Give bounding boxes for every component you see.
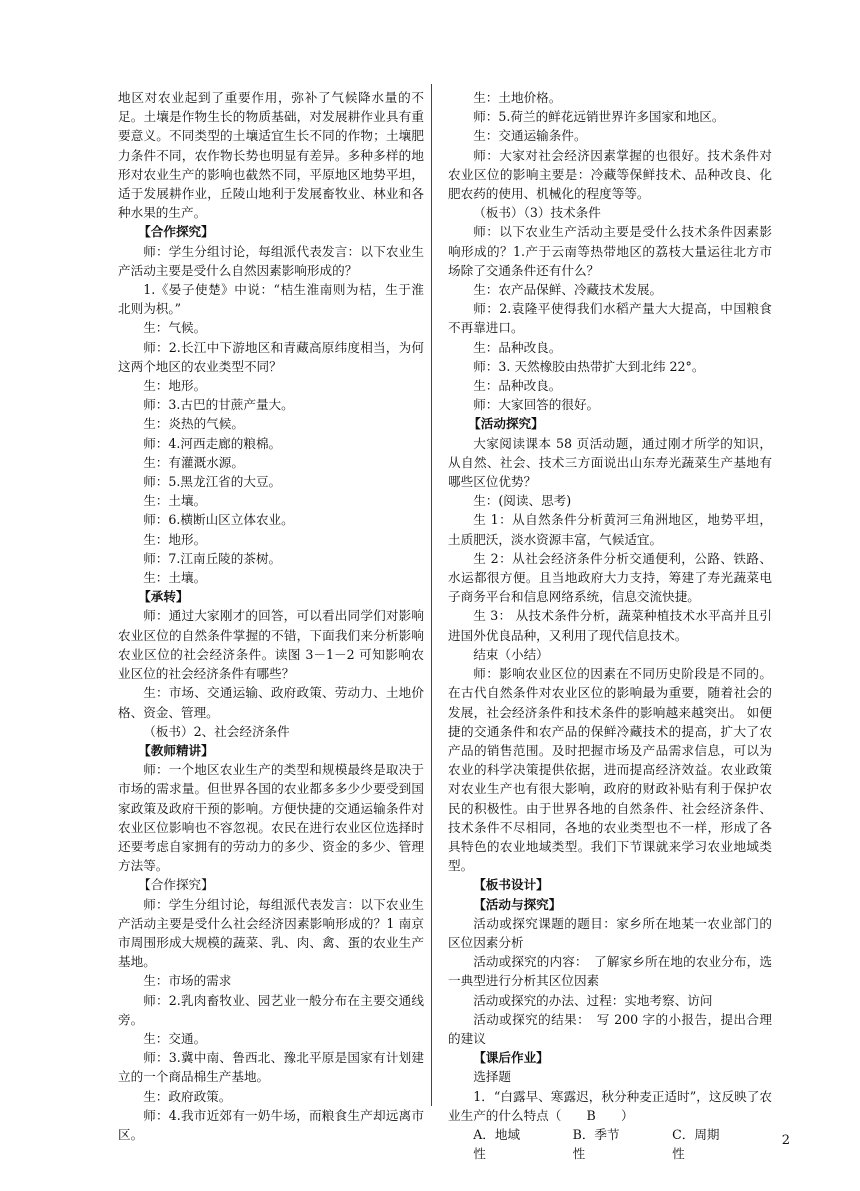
section-heading: 【课后作业】 [473,1050,549,1066]
paragraph: 师：4.我市近郊有一奶牛场，而粮食生产却远离市区。 [118,1107,424,1142]
paragraph: 生：炎热的气候。 [143,416,244,432]
section-heading: 【教师精讲】 [138,742,214,758]
paragraph: 生：地形。 [143,531,207,547]
paragraph: 生：政府政策。 [143,1088,232,1104]
paragraph: 活动或探究课题的题目：家乡所在地某一农业部门的区位因素分析 [448,915,772,950]
paragraph: 师：5.黑龙江省的大豆。 [143,474,282,490]
paragraph: 师：一个地区农业生产的类型和规模最终是取决于市场的需求量。但世界各国的农业都多多少少要受到国家政策及政府干预的影响。方便快捷的交通运输条件对农业区位影响也不容忽视。农民在进行农业区位选择时还要考虑自家拥有的劳动力的多少、资金的多少、管理方法等。 [118,762,424,874]
paragraph: 生：品种改良。 [473,378,562,394]
paragraph: 生：交通运输条件。 [473,128,587,144]
paragraph: 师：影响农业区位的因素在不同历史阶段是不同的。在古代自然条件对农业区位的影响最为重要，随着社会的发展，社会经济条件和技术条件的影响越来越突出。 如便捷的交通条件和农产品的保鲜冷藏技术的提高，扩大了农产品的销售范围。及时把握市场及产品需求信息，可以为农业的科学决策提供依据，进而提高经济效益。农业政策对农业生产也有很大影响，政府的财政补贴有利于保护农民的积极性。由于世界各地的自然条件、社会经济条件、技术条件不尽相同，各地的农业类型也不一样，形成了各具特色的农业地域类型。我们下节课就来学习农业地域类型。 [448,666,772,874]
paragraph: 生：地形。 [143,378,207,394]
section-heading: 【承转】 [138,589,189,605]
paragraph: 师：通过大家刚才的回答，可以看出同学们对影响农业区位的自然条件掌握的不错，下面我们来分析影响农业区位的社会经济条件。读图 3－1－2 可知影响农业区位的社会经济条件有哪些？ [118,608,424,682]
paragraph: 生：土壤。 [143,493,207,509]
paragraph: 生：农产品保鲜、冷藏技术发展。 [473,282,663,298]
paragraph: 生：交通。 [143,1030,207,1046]
section-heading: 【活动探究】 [468,416,544,432]
answer-choice: A．地域性 [473,1126,521,1162]
paragraph: 师：3.古巴的甘蔗产量大。 [143,397,294,413]
answer-choices [448,1125,772,1163]
paragraph: 1．“白露早、寒露迟，秋分种麦正适时”，这反映了农业生产的什么特点（ B ） [448,1088,772,1123]
paragraph: 活动或探究的结果： 写 200 字的小报告，提出合理的建议 [448,1011,772,1046]
section-heading: 【活动与探究】 [473,896,562,912]
paragraph: 生：市场的需求 [143,973,232,989]
page-number: 2 [781,1133,790,1148]
section-heading: 【板书设计】 [473,877,549,893]
paragraph: 师：学生分组讨论，每组派代表发言：以下农业生产活动主要是受什么社会经济因素影响形成的？1 南京市周围形成大规模的蔬菜、乳、肉、禽、蛋的农业生产基地。 [118,896,424,970]
paragraph: 师：3. 天然橡胶由热带扩大到北纬 22°。 [473,358,705,374]
paragraph: 师：2.乳肉畜牧业、园艺业一般分布在主要交通线旁。 [118,992,424,1027]
section-heading: 【合作探究】 [138,877,214,893]
answer-choice: B．季节性 [572,1126,620,1162]
paragraph: 选择题 [473,1069,511,1085]
paragraph: 大家阅读课本 58 页活动题，通过刚才所学的知识，从自然、社会、技术三方面说出山东寿光蔬菜生产基地有哪些区位优势？ [448,435,772,490]
paragraph: 师：大家回答的很好。 [473,397,600,413]
paragraph: 师：6.横断山区立体农业。 [143,512,294,528]
paragraph: 师：4.河西走廊的粮棉。 [143,435,282,451]
paragraph: 地区对农业起到了重要作用，弥补了气候降水量的不足。土壤是作物生长的物质基础，对发展耕作业具有重要意义。不同类型的土壤适宜生长不同的作物；土壤肥力条件不同，农作物长势也明显有差异。多种多样的地形对农业生产的影响也截然不同，平原地区地势平坦，适于发展耕作业，丘陵山地利于发展畜牧业、林业和各种水果的生产。 [118,90,424,221]
paragraph: 师：以下农业生产活动主要是受什么技术条件因素影响形成的？1.产于云南等热带地区的荔枝大量运往北方市场除了交通条件还有什么？ [448,224,772,278]
paragraph: 生 3： 从技术条件分析，蔬菜种植技术水平高并且引进国外优良品种，又利用了现代信息技术。 [448,608,772,643]
paragraph: 生：市场、交通运输、政府政策、劳动力、土地价格、资金、管理。 [118,685,424,720]
paragraph: 师：2.袁隆平使得我们水稻产量大大提高，中国粮食不再靠进口。 [448,301,772,336]
paragraph: 师：2.长江中下游地区和青藏高原纬度相当，为何这两个地区的农业类型不同？ [118,339,424,374]
paragraph: 生：气候。 [143,320,207,336]
paragraph: 生：(阅读、思考) [473,493,572,509]
answer-choice: C．周期性 [672,1126,720,1162]
paragraph: 生 1：从自然条件分析黄河三角洲地区，地势平坦，土质肥沃，淡水资源丰富，气候适宜。 [448,512,772,547]
paragraph: 师：5.荷兰的鲜花远销世界许多国家和地区。 [473,109,725,125]
paragraph: 活动或探究的内容： 了解家乡所在地的农业分布，选一典型进行分析其区位因素 [448,954,772,989]
paragraph: （板书）（3）技术条件 [473,205,601,221]
paragraph: （板书）2、社会经济条件 [143,723,290,739]
paragraph: 1.《晏子使楚》中说：“桔生淮南则为桔，生于淮北则为枳。” [118,282,424,317]
column-divider [431,84,432,1106]
paragraph: 结束（小结） [473,646,549,662]
paragraph: 生：品种改良。 [473,339,562,355]
right-column [448,88,772,1163]
paragraph: 生 2：从社会经济条件分析交通便利，公路、铁路、水运都很方便。且当地政府大力支持，筹建了寿光蔬菜电子商务平台和信息网络系统，信息交流快捷。 [448,550,772,605]
paragraph: 师：大家对社会经济因素掌握的也很好。技术条件对农业区位的影响主要是：冷藏等保鲜技术、品种改良、化肥农药的使用、机械化的程度等等。 [448,147,772,202]
paragraph: 师：7.江南丘陵的茶树。 [143,550,282,566]
paragraph: 生：土壤。 [143,570,207,586]
paragraph: 师：学生分组讨论，每组派代表发言：以下农业生产活动主要是受什么自然因素影响形成的？ [118,243,424,278]
paragraph: 活动或探究的办法、过程：实地考察、访问 [473,992,713,1008]
paragraph: 生：有灌溉水源。 [143,454,244,470]
section-heading: 【合作探究】 [138,224,214,240]
left-column [118,88,424,1144]
paragraph: 生：土地价格。 [473,90,562,105]
paragraph: 师：3.冀中南、鲁西北、豫北平原是国家有计划建立的一个商品棉生产基地。 [118,1050,424,1085]
